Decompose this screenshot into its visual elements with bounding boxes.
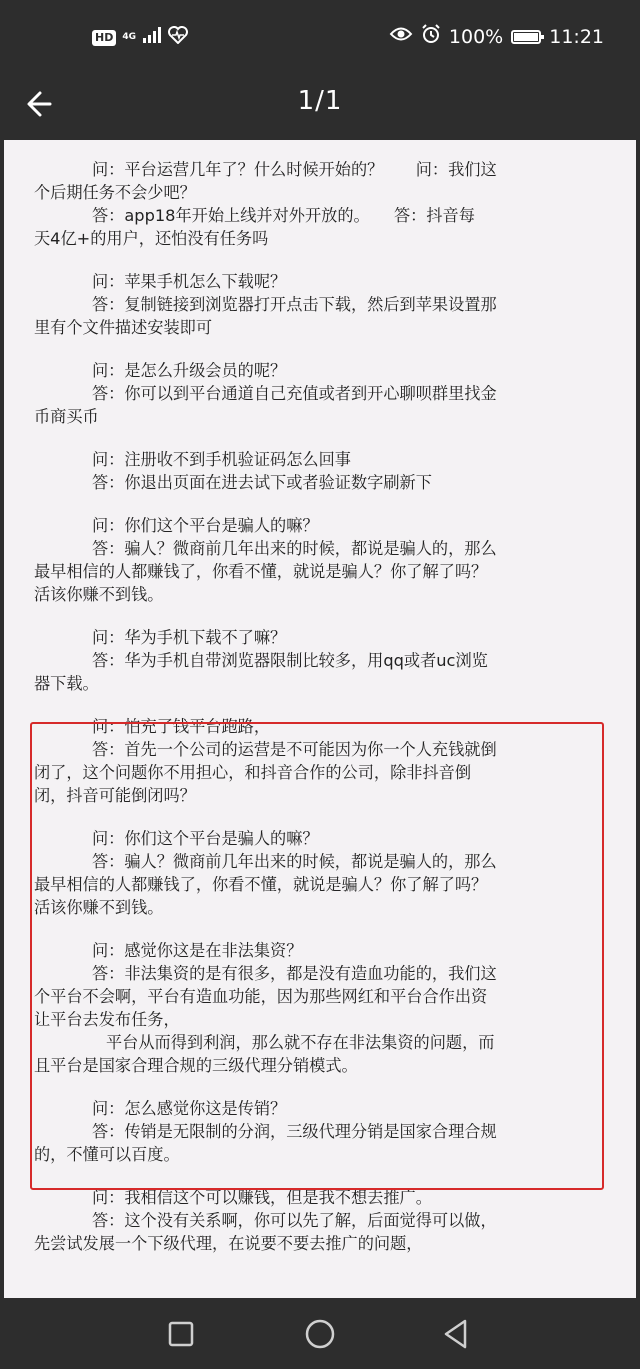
text-line: 先尝试发展一个下级代理，在说要不要去推广的问题，: [34, 1234, 423, 1253]
status-right: [389, 24, 604, 49]
document-image: [4, 140, 636, 1298]
home-button[interactable]: [302, 1316, 338, 1352]
navigation-bar: [0, 1298, 640, 1369]
text-line: 活该你赚不到钱。: [34, 585, 164, 604]
qa-block: [34, 448, 596, 494]
text-line: 最早相信的人都赚钱了，你看不懂，就说是骗人？你了解了吗？: [34, 875, 488, 894]
text-line: 平台从而得到利润，那么就不存在非法集资的问题，而: [106, 1033, 495, 1052]
battery-percent: 100%: [448, 25, 504, 48]
alarm-icon: [421, 24, 441, 49]
battery-icon: [511, 30, 541, 44]
qa-block: [34, 514, 596, 606]
text-line: 问：怎么感觉你这是传销？: [92, 1099, 287, 1118]
text-line: 问：感觉你这是在非法集资？: [92, 941, 303, 960]
text-line: 活该你赚不到钱。: [34, 898, 164, 917]
qa-block: [34, 1186, 596, 1255]
title-bar: [0, 76, 640, 140]
status-left: [92, 26, 188, 49]
health-heart-icon: [168, 26, 188, 49]
eye-comfort-icon: [389, 25, 413, 48]
text-line: 个平台不会啊，平台有造血功能，因为那些网红和平台合作出资: [34, 987, 488, 1006]
text-line: 答：骗人？微商前几年出来的时候，都说是骗人的，那么: [92, 539, 497, 558]
page-indicator: 1/1: [297, 86, 343, 116]
recent-apps-button[interactable]: [163, 1316, 199, 1352]
qa-block: [34, 827, 596, 919]
text-line: 问：你们这个平台是骗人的嘛？: [92, 516, 319, 535]
text-line: 让平台去发布任务，: [34, 1010, 180, 1029]
status-bar: [0, 0, 640, 76]
image-viewer[interactable]: [0, 140, 640, 1298]
text-line: 问：平台运营几年了？什么时候开始的？ 问：我们这: [92, 160, 497, 179]
text-line: 答：你退出页面在进去试下或者验证数字刷新下: [92, 473, 432, 492]
qa-block: [34, 715, 596, 807]
text-line: 问：你们这个平台是骗人的嘛？: [92, 829, 319, 848]
text-line: 答：这个没有关系啊，你可以先了解，后面觉得可以做，: [92, 1211, 497, 1230]
qa-block: [34, 270, 596, 339]
text-line: 问：我相信这个可以赚钱，但是我不想去推广。: [92, 1188, 432, 1207]
text-line: 的，不懂可以百度。: [34, 1145, 180, 1164]
qa-block: [34, 158, 596, 250]
text-line: 问：苹果手机怎么下载呢？: [92, 272, 287, 291]
text-line: 闭，抖音可能倒闭吗？: [34, 786, 196, 805]
text-line: 问：是怎么升级会员的呢？: [92, 361, 287, 380]
text-line: 且平台是国家合理合规的三级代理分销模式。: [34, 1056, 358, 1075]
signal-icon: [142, 27, 162, 48]
text-line: 答：app18年开始上线并对外开放的。 答：抖音每: [92, 206, 475, 225]
text-line: 答：华为手机自带浏览器限制比较多，用qq或者uc浏览: [92, 651, 488, 670]
text-line: 答：传销是无限制的分润，三级代理分销是国家合理合规: [92, 1122, 497, 1141]
text-line: 最早相信的人都赚钱了，你看不懂，就说是骗人？你了解了吗？: [34, 562, 488, 581]
text-line: 答：非法集资的是有很多，都是没有造血功能的，我们这: [92, 964, 497, 983]
text-line: 天4亿+的用户，还怕没有任务吗: [34, 229, 269, 248]
network-type: 4G: [122, 32, 136, 42]
text-line: 个后期任务不会少吧？: [34, 183, 196, 202]
qa-block: [34, 1097, 596, 1166]
text-line: 币商买币: [34, 407, 99, 426]
text-line: 答：你可以到平台通道自己充值或者到开心聊呗群里找金: [92, 384, 497, 403]
text-line: 答：骗人？微商前几年出来的时候，都说是骗人的，那么: [92, 852, 497, 871]
hd-badge: HD: [92, 30, 116, 46]
qa-block: [34, 626, 596, 695]
text-line: 里有个文件描述安装即可: [34, 318, 213, 337]
circle-icon: [302, 1316, 338, 1352]
clock: 11:21: [549, 25, 604, 48]
text-line: 答：首先一个公司的运营是不可能因为你一个人充钱就倒: [92, 740, 497, 759]
text-line: 问：华为手机下载不了嘛？: [92, 628, 287, 647]
text-line: 器下载。: [34, 674, 99, 693]
qa-block: [34, 359, 596, 428]
square-icon: [163, 1316, 199, 1352]
qa-block: [34, 939, 596, 1077]
triangle-back-icon: [438, 1316, 474, 1352]
text-line: 问：注册收不到手机验证码怎么回事: [92, 450, 351, 469]
document-text: [34, 158, 596, 1275]
text-line: 答：复制链接到浏览器打开点击下载，然后到苹果设置那: [92, 295, 497, 314]
text-line: 问：怕充了钱平台跑路，: [92, 717, 271, 736]
back-nav-button[interactable]: [438, 1316, 474, 1352]
text-line: 闭了，这个问题你不用担心，和抖音合作的公司，除非抖音倒: [34, 763, 472, 782]
